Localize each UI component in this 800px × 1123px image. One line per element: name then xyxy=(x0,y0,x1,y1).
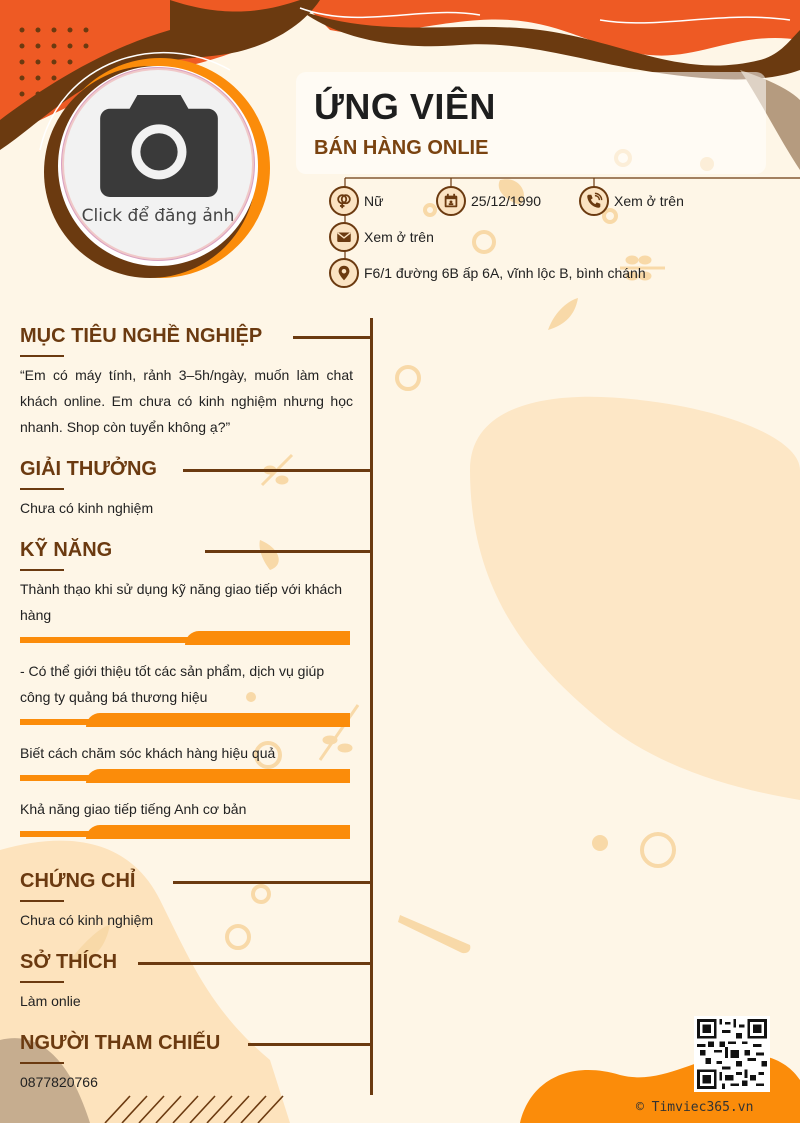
gender-icon xyxy=(329,186,359,216)
skills-title-line xyxy=(205,550,371,553)
awards-title-underline xyxy=(20,488,64,490)
timeline-divider xyxy=(370,318,373,1095)
references-title-line xyxy=(248,1043,371,1046)
objective-title: MỤC TIÊU NGHỀ NGHIỆP xyxy=(20,325,263,347)
address-value[interactable]: F6/1 đường 6B ấp 6A, vĩnh lộc B, bình chánh xyxy=(364,265,646,281)
awards-title: GIẢI THƯỞNG xyxy=(20,458,157,480)
certificates-title-line xyxy=(173,881,371,884)
birthday-value[interactable]: 25/12/1990 xyxy=(471,193,542,209)
hobbies-title: SỞ THÍCH xyxy=(20,951,118,973)
references-title: NGƯỜI THAM CHIẾU xyxy=(20,1032,221,1054)
skills-title: KỸ NĂNG xyxy=(20,539,113,561)
skills-title-underline xyxy=(20,569,64,571)
certificates-text[interactable]: Chưa có kinh nghiệm xyxy=(20,912,154,928)
objective-title-underline xyxy=(20,355,64,357)
email-value[interactable]: Xem ở trên xyxy=(364,229,434,245)
hobbies-title-underline xyxy=(20,981,64,983)
candidate-name[interactable]: ỨNG VIÊN xyxy=(314,86,496,127)
references-title-underline xyxy=(20,1062,64,1064)
skill-item-2-bar xyxy=(20,713,350,727)
qr-code-icon xyxy=(694,1016,770,1092)
phone-icon xyxy=(579,186,609,216)
certificates-title: CHỨNG CHỈ xyxy=(20,870,136,892)
awards-title-line xyxy=(183,469,371,472)
hobbies-text[interactable]: Làm onlie xyxy=(20,993,81,1009)
calendar-icon xyxy=(436,186,466,216)
mail-icon xyxy=(329,222,359,252)
hobbies-title-line xyxy=(138,962,371,965)
contact-phone xyxy=(579,186,684,216)
objective-text[interactable]: “Em có máy tính, rảnh 3–5h/ngày, muốn làm chat khách online. Em chưa có kinh nghiệm nhưng học nhanh. Shop còn tuyển không ạ?” xyxy=(20,367,353,435)
contact-address xyxy=(329,258,646,288)
skill-item-1-label[interactable]: Thành thạo khi sử dụng kỹ năng giao tiếp với khách hàng xyxy=(20,581,343,623)
phone-value[interactable]: Xem ở trên xyxy=(614,193,684,209)
job-title[interactable]: BÁN HÀNG ONLIE xyxy=(314,137,489,159)
skill-item-3-bar xyxy=(20,769,350,783)
objective-title-line xyxy=(293,336,371,339)
certificates-title-underline xyxy=(20,900,64,902)
avatar-upload-label: Click để đăng ảnh xyxy=(81,206,235,226)
contact-birthday xyxy=(436,186,541,216)
copyright-text: © Timviec365.vn xyxy=(636,1100,754,1115)
contact-gender xyxy=(329,186,383,216)
skill-item-4-bar xyxy=(20,825,350,839)
skill-item-4-label[interactable]: Khả năng giao tiếp tiếng Anh cơ bản xyxy=(20,801,247,817)
references-text[interactable]: 0877820766 xyxy=(20,1074,98,1090)
avatar-upload[interactable] xyxy=(62,68,254,260)
skill-item-3-label[interactable]: Biết cách chăm sóc khách hàng hiệu quả xyxy=(20,745,276,761)
camera-icon xyxy=(100,95,218,197)
skill-item-1-bar xyxy=(20,631,350,645)
awards-text[interactable]: Chưa có kinh nghiệm xyxy=(20,500,154,516)
contact-email xyxy=(329,222,434,252)
gender-value[interactable]: Nữ xyxy=(364,193,384,209)
location-icon xyxy=(329,258,359,288)
skill-item-2-label[interactable]: - Có thể giới thiệu tốt các sản phẩm, dịch vụ giúp công ty quảng bá thương hiệu xyxy=(20,663,325,705)
